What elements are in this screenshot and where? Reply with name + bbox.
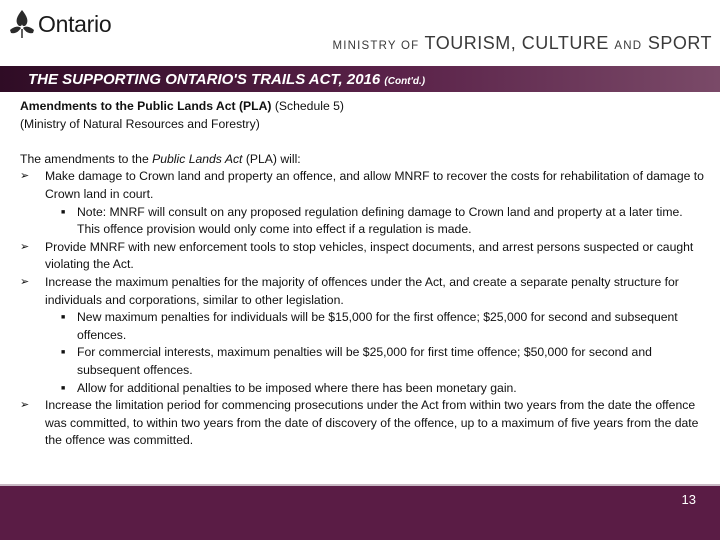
slide-title-main: THE SUPPORTING ONTARIO'S TRAILS ACT, 2016	[28, 71, 381, 88]
bullet-text: Provide MNRF with new enforcement tools to stop vehicles, inspect documents, and arrest persons suspected or caught violating the Act.	[45, 239, 694, 272]
page-number: 13	[681, 492, 696, 507]
ministry-and: AND	[614, 40, 643, 52]
slide-title	[28, 71, 425, 88]
square-bullet-icon: ■	[61, 349, 66, 357]
intro-line	[20, 151, 704, 169]
bullet-text: Increase the maximum penalties for the majority of offences under the Act, and create a separate penalty structure for individuals and corporations, similar to other legislation.	[45, 274, 679, 307]
sub-bullet-text: Allow for additional penalties to be imposed where there has been monetary gain.	[77, 380, 517, 395]
sub-bullet-item	[20, 344, 704, 379]
bullet-text: Make damage to Crown land and property an offence, and allow MNRF to recover the costs for rehabilitation of damage to Crown land in court.	[45, 169, 704, 201]
square-bullet-icon: ■	[61, 314, 66, 322]
arrow-bullet-icon: ➢	[20, 240, 30, 253]
ministry-tourism: TOURISM,	[424, 33, 517, 53]
section-heading-bold: Amendments to the Public Lands Act (PLA)	[20, 99, 272, 113]
arrow-bullet-icon: ➢	[20, 275, 30, 288]
ministry-sport: SPORT	[647, 33, 712, 53]
sub-bullet-item	[20, 204, 704, 239]
bullet-item	[20, 274, 704, 309]
sub-bullet-text: Note: MNRF will consult on any proposed regulation defining damage to Crown land and property at a later time. This offence provision would only come into effect if a regulation is made.	[77, 204, 683, 237]
slide-content	[20, 98, 704, 450]
footer-bar	[0, 484, 720, 540]
ministry-prefix: MINISTRY OF	[332, 40, 420, 52]
sub-bullet-item	[20, 309, 704, 344]
ontario-logo	[8, 8, 138, 44]
ministry-line: (Ministry of Natural Resources and Forestry)	[20, 116, 260, 131]
slide-title-contd: (Cont'd.)	[384, 76, 426, 87]
logo-wordmark: Ontario	[38, 11, 112, 37]
ministry-name	[332, 33, 712, 54]
square-bullet-icon: ■	[61, 208, 66, 216]
header	[0, 0, 720, 64]
sub-bullet-text: For commercial interests, maximum penalties will be $25,000 for first time offence; $50,000 for second and subsequent offences.	[77, 345, 652, 377]
intro-pre: The amendments to the	[20, 151, 153, 166]
bullet-item	[20, 397, 704, 450]
intro-post: (PLA) will:	[242, 151, 301, 166]
sub-bullet-item	[20, 380, 704, 398]
square-bullet-icon: ■	[61, 384, 66, 392]
bullet-item	[20, 239, 704, 274]
title-bar	[0, 66, 720, 92]
sub-bullet-text: New maximum penalties for individuals will be $15,000 for the first offence; $25,000 for second and subsequent offences.	[77, 310, 678, 342]
bullet-text: Increase the limitation period for commencing prosecutions under the Act from within two years from the date the offence was committed, to within two years from the date of discovery of the offence, up to a maximum of five years from the date the offence was committed.	[45, 398, 699, 448]
footer-divider	[0, 484, 720, 486]
arrow-bullet-icon: ➢	[20, 170, 30, 183]
section-heading-rest: (Schedule 5)	[271, 99, 344, 113]
intro-italic: Public Lands Act	[152, 151, 243, 166]
section-heading	[20, 98, 704, 116]
ministry-culture: CULTURE	[521, 33, 609, 53]
arrow-bullet-icon: ➢	[20, 399, 30, 412]
bullet-item	[20, 168, 704, 203]
trillium-icon	[8, 8, 36, 40]
